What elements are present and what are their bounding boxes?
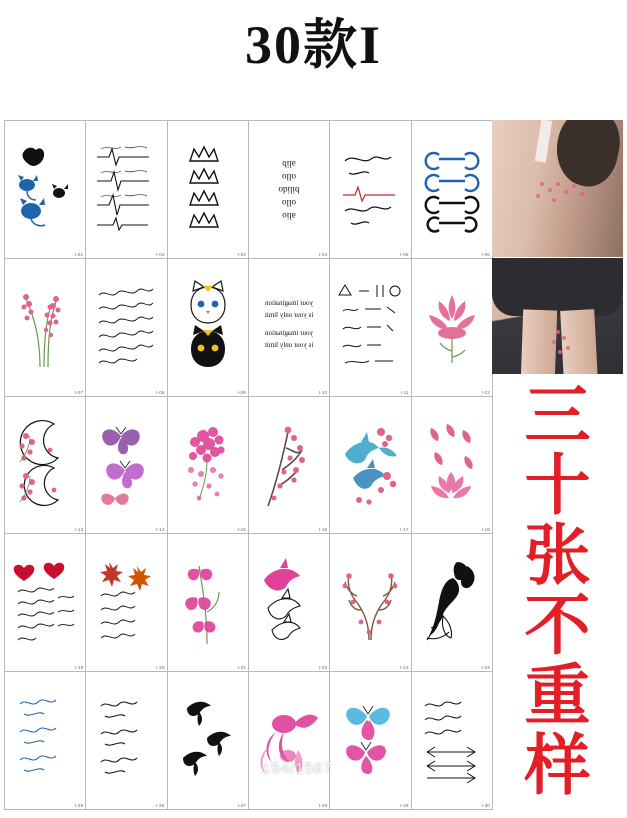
watermark-text: 154/1567 [262, 760, 333, 777]
promo-char: 重 [524, 660, 591, 733]
heartbeat-script-art [86, 121, 166, 252]
tattoo-sheet[interactable] [5, 672, 85, 809]
tattoo-sheet[interactable] [5, 397, 85, 534]
tattoo-sheet[interactable] [249, 121, 329, 258]
sheet-code: I-17 [400, 527, 409, 533]
lettering-block-art [249, 121, 329, 252]
sheet-code: I-07 [74, 389, 84, 395]
tattoo-sheet[interactable] [330, 259, 410, 396]
sheet-code: I-28 [318, 803, 328, 808]
sheet-code: I-13 [74, 527, 84, 533]
sheet-code: I-09 [237, 389, 246, 395]
sheet-code: I-29 [400, 803, 409, 808]
tattoo-sheet[interactable] [168, 534, 248, 671]
tattoo-sheet[interactable] [168, 259, 248, 396]
crown-art [168, 121, 248, 252]
svg-text:ollo: ollo [282, 171, 297, 182]
tattoo-sheet[interactable] [168, 121, 248, 258]
hearts-script-art [5, 534, 85, 665]
tattoo-sheet[interactable] [412, 259, 492, 396]
orchid-art [168, 534, 248, 665]
tattoo-sheet[interactable] [330, 672, 410, 809]
sheet-code: I-26 [156, 803, 165, 808]
lavender-art [5, 259, 85, 390]
tattoo-sheet[interactable] [5, 121, 85, 258]
tattoo-sheet[interactable] [168, 672, 248, 809]
promo-char: 样 [524, 730, 591, 803]
sheet-code: I-19 [74, 665, 84, 671]
sheet-code: I-03 [237, 251, 246, 257]
tattoo-sheet[interactable] [330, 121, 410, 258]
sheet-code: I-01 [74, 251, 84, 257]
tattoo-sheet[interactable] [330, 534, 410, 671]
tattoo-sheet[interactable] [86, 534, 166, 671]
tattoo-sheet[interactable] [86, 397, 166, 534]
sheet-code: I-06 [481, 251, 490, 257]
sheet-code: I-02 [156, 251, 165, 257]
mirrored-quote-art [249, 259, 329, 390]
sheet-code: I-08 [156, 389, 165, 395]
petals-lotus-art [412, 397, 492, 528]
leg-tattoo-photo [492, 258, 623, 374]
svg-text:bilido: bilido [278, 184, 300, 195]
shoulder-tattoo-photo [492, 120, 623, 257]
symbols-art [330, 259, 410, 390]
tattoo-sheet[interactable] [412, 121, 492, 258]
sheet-code: I-15 [237, 527, 246, 533]
butterflies-art [86, 397, 166, 528]
promo-char: 不 [524, 590, 591, 663]
tattoo-sheet[interactable] [249, 259, 329, 396]
svg-text:is your only limit: is your only limit [264, 310, 314, 319]
sheet-code: I-04 [318, 251, 328, 257]
butterfly-pair-art [330, 672, 410, 803]
sheet-code: I-21 [237, 665, 246, 671]
arabic-script-art [330, 121, 410, 252]
tattoo-sheet[interactable] [412, 397, 492, 534]
goldfish-art [249, 672, 329, 803]
black-script-art [86, 672, 166, 803]
svg-text:əlib: əlib [282, 158, 296, 169]
tattoo-sheet[interactable] [86, 259, 166, 396]
svg-text:ollo: ollo [282, 197, 297, 208]
svg-text:your imagination: your imagination [265, 328, 314, 337]
tattoo-sheet[interactable] [5, 534, 85, 671]
tattoo-sheet-grid [4, 120, 493, 810]
sheet-code: I-12 [481, 389, 490, 395]
svg-text:is your only limit: is your only limit [264, 340, 314, 349]
tattoo-sheet[interactable] [86, 672, 166, 809]
logo-art [412, 121, 492, 252]
page-title: 30款I [244, 15, 382, 75]
sheet-code: I-24 [481, 665, 490, 671]
cat-faces-art [168, 259, 248, 390]
blossom-cluster-art [168, 397, 248, 528]
dolphin-pair-art [249, 534, 329, 665]
promo-vertical-text [492, 380, 623, 804]
promo-char: 三 [524, 380, 591, 453]
sheet-code: I-10 [318, 389, 328, 395]
sheet-code: I-27 [237, 803, 246, 808]
tattoo-sheet[interactable] [249, 397, 329, 534]
script-lines-art [86, 259, 166, 390]
tattoo-sheet[interactable] [86, 121, 166, 258]
dolphins-art [330, 397, 410, 528]
svg-text:your imagination: your imagination [265, 298, 314, 307]
swallows-art [168, 672, 248, 803]
plum-branch-art [249, 397, 329, 528]
blue-script-art [5, 672, 85, 803]
cats-art [5, 121, 85, 252]
arrows-script-art [412, 672, 492, 803]
promo-char: 张 [524, 520, 591, 593]
tattoo-sheet[interactable] [412, 534, 492, 671]
sheet-code: I-14 [156, 527, 165, 533]
mermaid-art [412, 534, 492, 665]
maple-script-art [86, 534, 166, 665]
sheet-code: I-23 [400, 665, 409, 671]
sheet-code: I-05 [400, 251, 409, 257]
tattoo-sheet[interactable] [412, 672, 492, 809]
sheet-code: I-30 [481, 803, 490, 808]
sheet-code: I-16 [318, 527, 328, 533]
tattoo-sheet[interactable] [5, 259, 85, 396]
lotus-art [412, 259, 492, 390]
moon-blossom-art [5, 397, 85, 528]
sheet-code: I-18 [481, 527, 490, 533]
promo-char: 十 [524, 450, 591, 523]
sheet-code: I-22 [318, 665, 328, 671]
antlers-art [330, 534, 410, 665]
tattoo-sheet[interactable] [168, 397, 248, 534]
sheet-code: I-25 [74, 803, 84, 808]
tattoo-sheet[interactable] [330, 397, 410, 534]
svg-text:əlio: əlio [282, 210, 296, 221]
tattoo-sheet[interactable] [249, 672, 329, 809]
tattoo-sheet[interactable] [249, 534, 329, 671]
sheet-code: I-11 [400, 389, 409, 395]
sheet-code: I-20 [156, 665, 165, 671]
